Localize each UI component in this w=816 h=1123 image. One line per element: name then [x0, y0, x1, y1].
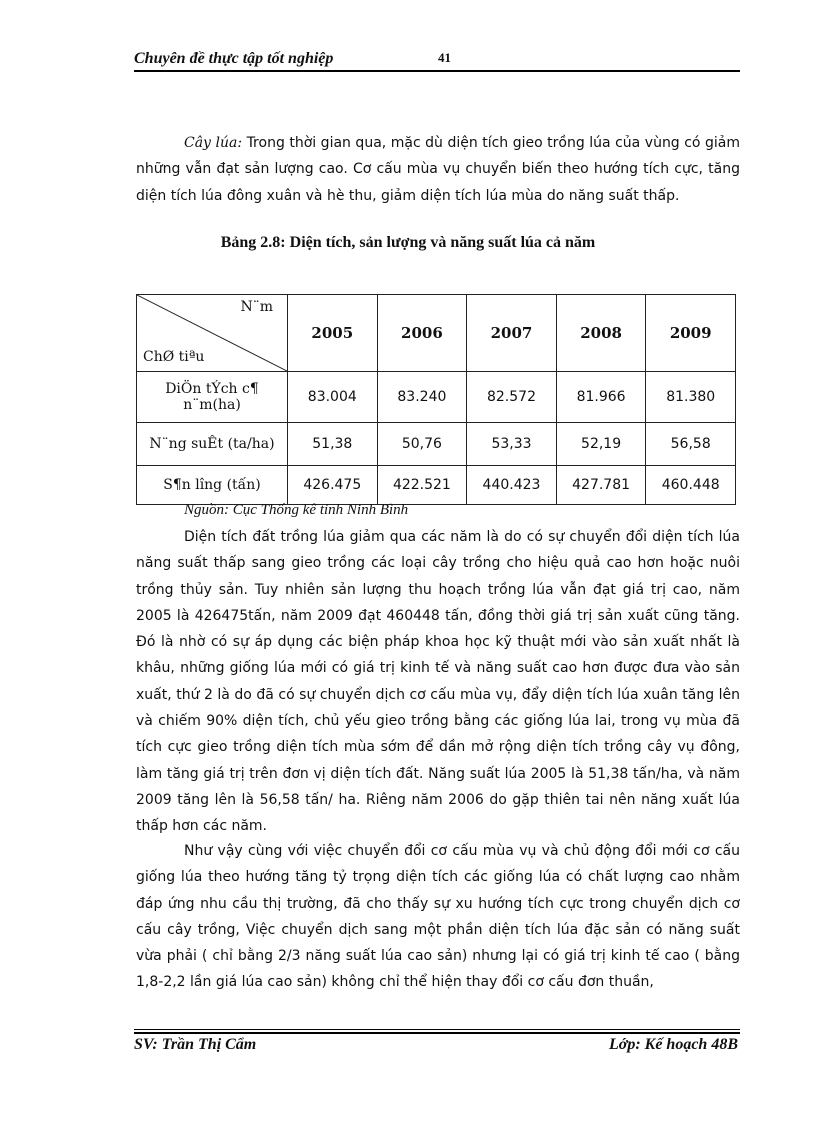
rice-data-table — [136, 294, 736, 505]
row-label: S¶n lîng (tấn) — [137, 466, 288, 505]
year-header: 2007 — [467, 295, 557, 372]
table-cell: 440.423 — [467, 466, 557, 505]
header-divider — [134, 70, 740, 72]
corner-label-indicator: ChØ tiªu — [143, 349, 205, 365]
corner-label-year: N¨m — [240, 299, 273, 315]
page-number: 41 — [438, 50, 451, 65]
paragraph-rice-intro — [136, 130, 740, 209]
year-header: 2006 — [377, 295, 467, 372]
table-cell: 50,76 — [377, 423, 467, 466]
table-cell: 81.380 — [646, 372, 736, 423]
paragraph-restructuring: Như vậy cùng với việc chuyển đổi cơ cấu mùa vụ và chủ động đổi mới cơ cấu giống lúa theo hướng tăng tỷ trọng diện tích các giống lúa có chất lượng cao nhằm đáp ứng nhu cầu thị trường, đã cho thấy sự xu hướng tích cực trong chuyển dịch cơ cấu cây trồng, Việc chuyển dịch sang một phần diện tích lúa đặc sản có năng suất vừa phải ( chỉ bằng 2/3 năng suất lúa cao sản) nhưng lại có giá trị kinh tế cao ( bằng 1,8-2,2 lần giá lúa cao sản) không chỉ thể hiện thay đổi cơ cấu đơn thuần, — [136, 843, 740, 991]
table-cell: 81.966 — [556, 372, 646, 423]
table-cell: 83.240 — [377, 372, 467, 423]
table-cell: 422.521 — [377, 466, 467, 505]
table-row — [137, 423, 736, 466]
table-cell: 53,33 — [467, 423, 557, 466]
footer-class: Lớp: Kế hoạch 48B — [608, 1036, 738, 1053]
table-title: Bảng 2.8: Diện tích, sản lượng và năng suất lúa cả năm — [220, 234, 596, 251]
table-header-row — [137, 295, 736, 372]
table-source: Nguồn: Cục Thống kê tỉnh Ninh Bình — [184, 502, 409, 518]
paragraph-text: Trong thời gian qua, mặc dù diện tích gieo trồng lúa của vùng có giảm những vẫn đạt sản lượng cao. Cơ cấu mùa vụ chuyển biến theo hướng tích cực, tăng diện tích lúa đông xuân và hè thu, giảm diện tích lúa mùa do năng suất thấp. — [136, 135, 740, 204]
footer-divider — [134, 1029, 740, 1030]
table-cell: 460.448 — [646, 466, 736, 505]
page-header — [134, 48, 740, 70]
table-cell: 56,58 — [646, 423, 736, 466]
table-cell: 83.004 — [288, 372, 378, 423]
year-header: 2008 — [556, 295, 646, 372]
table-row — [137, 466, 736, 505]
paragraph-lead: Cây lúa: — [184, 135, 243, 151]
row-label: DiÖn tÝch c¶ n¨m(ha) — [137, 372, 288, 423]
row-label: N¨ng suÊt (ta/ha) — [137, 423, 288, 466]
header-title: Chuyên đề thực tập tốt nghiệp — [134, 50, 334, 67]
table-corner-cell — [137, 295, 288, 372]
table-cell: 51,38 — [288, 423, 378, 466]
table-cell: 426.475 — [288, 466, 378, 505]
table-cell: 82.572 — [467, 372, 557, 423]
footer-student: SV: Trần Thị Cẩm — [134, 1036, 257, 1053]
table-row — [137, 372, 736, 423]
year-header: 2009 — [646, 295, 736, 372]
footer-divider — [134, 1032, 740, 1034]
year-header: 2005 — [288, 295, 378, 372]
table-cell: 52,19 — [556, 423, 646, 466]
paragraph-area-analysis: Diện tích đất trồng lúa giảm qua các năm là do có sự chuyển đổi diện tích lúa năng suất thấp sang gieo trồng các loại cây trồng cho hiệu quả cao hơn hoặc nuôi trồng thủy sản. Tuy nhiên sản lượng thu hoạch trồng lúa vẫn đạt giá trị cao, năm 2005 là 426475tấn, năm 2009 đạt 460448 tấn, đồng thời giá trị sản xuất cũng tăng. Đó là nhờ có sự áp dụng các biện pháp khoa học kỹ thuật mới vào sản xuất nhất là khâu, những giống lúa mới có giá trị kinh tế và năng suất cao hơn được đưa vào sản xuất, thứ 2 là do đã có sự chuyển dịch cơ cấu mùa vụ, đẩy diện tích lúa xuân tăng lên và chiếm 90% diện tích, chủ yếu gieo trồng bằng các giống lúa lai, trong vụ mùa đã tích cực gieo trồng diện tích mùa sớm để dần mở rộng diện tích trồng cây vụ đông, làm tăng giá trị trên đơn vị diện tích đất. Năng suất lúa 2005 là 51,38 tấn/ha, và năm 2009 tăng lên là 56,58 tấn/ ha. Riêng năm 2006 do gặp thiên tai nên năng xuất lúa thấp hơn các năm. — [136, 529, 740, 835]
table-cell: 427.781 — [556, 466, 646, 505]
